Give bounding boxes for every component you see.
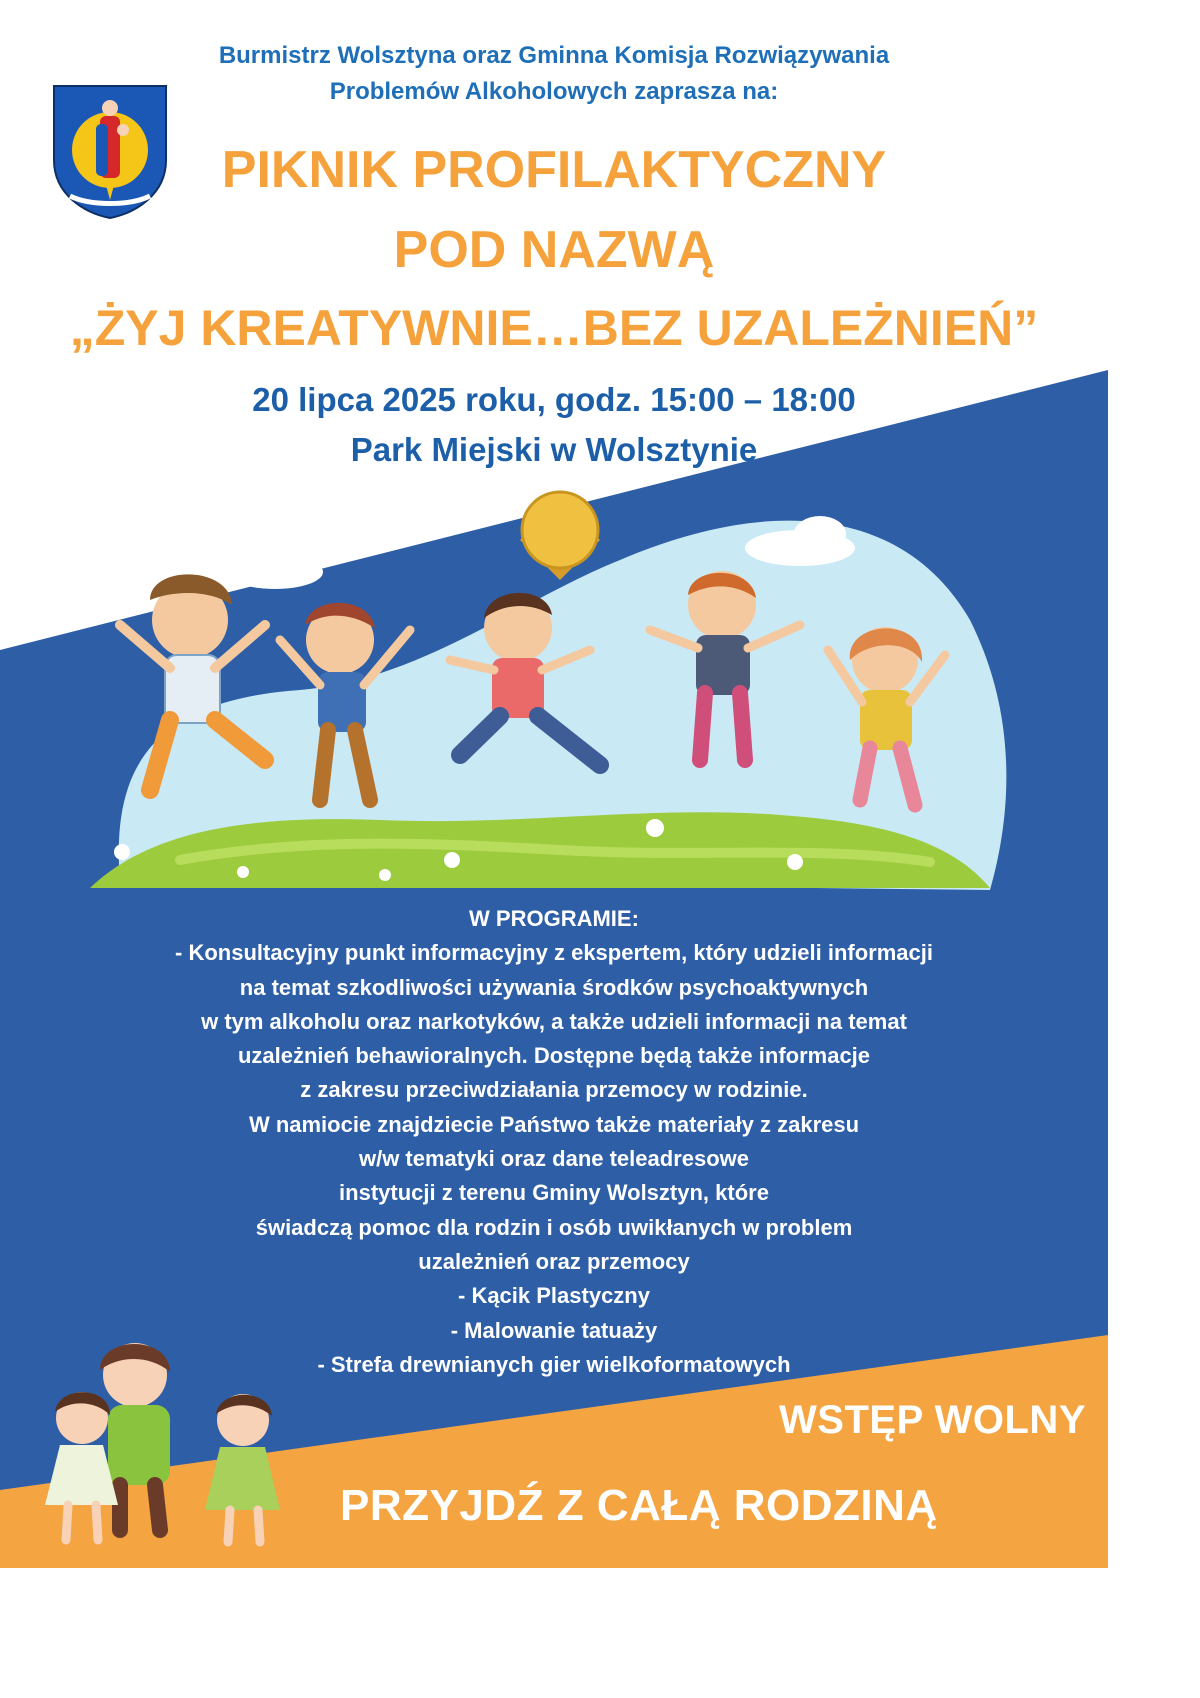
free-entry-text: WSTĘP WOLNY [779,1398,1086,1442]
event-place: Park Miejski w Wolsztynie [350,431,758,468]
program-line: uzależnień oraz przemocy [418,1248,690,1274]
title-line-2: POD NAZWĄ [393,221,715,279]
program-line: świadczą pomoc dla rodzin i osób uwikłanych w problem [255,1214,853,1240]
program-line: - Malowanie tatuaży [450,1317,658,1343]
program-line: instytucji z terenu Gminy Wolsztyn, które [339,1180,769,1206]
event-date: 20 lipca 2025 roku, godz. 15:00 – 18:00 [252,381,856,418]
program-line: w/w tematyki oraz dane teleadresowe [358,1146,750,1172]
program-line: z zakresu przeciwdziałania przemocy w rodzinie. [300,1077,808,1103]
program-line: - Konsultacyjny punkt informacyjny z ekspertem, który udzieli informacji [175,940,933,966]
program-line: W namiocie znajdziecie Państwo także materiały z zakresu [248,1111,860,1137]
program-line: w tym alkoholu oraz narkotyków, a także udzieli informacji na temat [201,1008,907,1034]
cloud-icon [227,546,323,589]
title-line-3: „ŻYJ KREATYWNIE…BEZ UZALEŻNIEŃ” [69,300,1039,356]
program-line: uzależnień behawioralnych. Dostępne będą także informacje [237,1043,871,1069]
program-line: - Strefa drewnianych gier wielkoformatowych [317,1351,791,1377]
family-invite-text: PRZYJDŹ Z CAŁĄ RODZINĄ [340,1481,938,1530]
organizer-line-1: Burmistrz Wolsztyna oraz Gminna Komisja Rozwiązywania [218,42,890,69]
program-line: na temat szkodliwości używania środków psychoaktywnych [239,974,869,1000]
program-line: - Kącik Plastyczny [458,1283,650,1309]
title-line-1: PIKNIK PROFILAKTYCZNY [221,141,887,199]
organizer-text [0,38,1108,110]
program-section [0,902,1108,1382]
program-heading: W PROGRAMIE: [469,906,639,931]
organizer-line-2: Problemów Alkoholowych zaprasza na: [329,78,779,105]
